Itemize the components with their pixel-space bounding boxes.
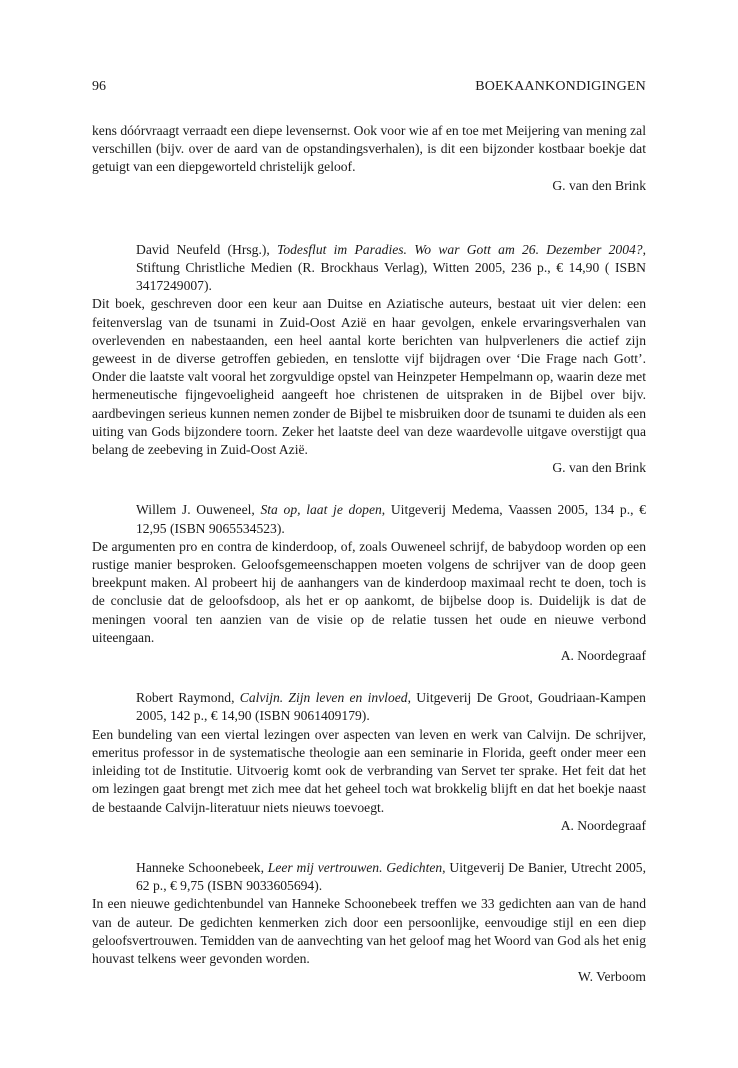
book-publication: , Stiftung Christliche Medien (R. Brockhaus Verlag), Witten 2005, 236 p., € 14,90 ( ISBN 3417249007). (136, 241, 646, 294)
review-ouweneel (92, 501, 646, 665)
review-schoonebeek (92, 859, 646, 986)
bibliographic-entry (92, 501, 646, 537)
page-body (92, 122, 646, 986)
review-text: kens dóórvraagt verraadt een diepe levensernst. Ook voor wie af en toe met Meijering van mening zal verschillen (bijv. over de aard van de opstandingsverhalen), is dit een bijzonder kostbaar boekje dat getuigt van een diepgeworteld christelijk geloof. (92, 123, 646, 175)
page-header (92, 78, 646, 98)
bibliographic-entry (92, 241, 646, 296)
review-text: Dit boek, geschreven door een keur aan Duitse en Aziatische auteurs, bestaat uit vier delen: een feitenverslag van de tsunami in Zuid-Oost Azië en haar gevolgen, enkele ervaringsverhalen van overlevenden en nabestaanden, een heel aantal korte berichten van hulpverleners die actief zijn geweest in de diverse getroffen gebieden, en tenslotte vijf bijdragen over ‘Die Frage nach Gott’. Onder die laatste valt vooral het zorgvuldige opstel van Heinzpeter Hempelmann op, waarin deze met hermeneutische fijngevoeligheid aangeeft hoe christenen de uitspraken in de Bijbel over bijv. aardbevingen serieus kunnen nemen zonder de Bijbel te misbruiken door de tsunami te duiden als een uiting van Gods bijzondere toorn. Zeker het laatste deel van deze waardevolle uitgave overstijgt qua belang de zeebeving in Zuid-Oost Azië. (92, 296, 646, 458)
running-head: BOEKAANKONDIGINGEN (475, 79, 646, 94)
book-publication: , Uitgeverij De Banier, Utrecht 2005, 62 p., € 9,75 (ISBN 9033605694). (136, 859, 646, 894)
book-title: Calvijn. Zijn leven en invloed (239, 690, 408, 706)
reviewer-signature: A. Noordegraaf (560, 817, 646, 833)
review-text: De argumenten pro en contra de kinderdoop, of, zoals Ouweneel schrijf, de babydoop worden op een rustige manier besproken. Geloofsgemeenschappen moeten volgens de schrijver van de doop geen breekpunt maken. Al probeert hij de aanhangers van de kinderdoop maximaal recht te doen, toch is de conclusie dat de geloofsdoop, als het er op aankomt, de bijbelse doop is. Duidelijk is dat de meningen vooral ten aanzien van de visie op de relatie tussen het oude en nieuwe verbond uiteengaan. (92, 538, 646, 645)
review-text: Een bundeling van een viertal lezingen over aspecten van leven en werk van Calvijn. De schrijver, emeritus professor in de systematische theologie aan een seminarie in Florida, geeft onder meer een inleiding tot de Institutie. Uitvoerig komt ook de verbranding van Servet ter sprake. Het feit dat het om lezingen gaat brengt met zich mee dat het geheel toch wat brokkelig blijft en dat het boekje naast de bestaande Calvijn-literatuur niets nieuws toevoegt. (92, 726, 646, 815)
book-author: David Neufeld (Hrsg.), (136, 241, 278, 257)
review-text: In een nieuwe gedichtenbundel van Hanneke Schoonebeek treffen we 33 gedichten aan van de hand van de auteur. De gedichten kenmerken zich door een persoonlijke, eenvoudige stijl en een diep geloofsvertrouwen. Temidden van de aanvechting van het geloof mag het Woord van God als het enig houvast telkens weer gevonden worden. (92, 896, 646, 966)
reviewer-signature: G. van den Brink (552, 460, 646, 476)
bibliographic-entry (92, 689, 646, 725)
book-title: Sta op, laat je dopen (260, 502, 382, 518)
review-neufeld (92, 241, 646, 478)
book-publication: , Uitgeverij Medema, Vaassen 2005, 134 p., € 12,95 (ISBN 9065534523). (136, 502, 646, 536)
review-raymond (92, 689, 646, 835)
book-author: Willem J. Ouweneel, (136, 502, 261, 518)
page-number: 96 (92, 79, 106, 94)
continued-review (92, 122, 646, 195)
book-title: Leer mij vertrouwen. Gedichten (267, 859, 443, 875)
reviewer-signature: A. Noordegraaf (560, 648, 646, 664)
book-publication: , Uitgeverij De Groot, Goudriaan-Kampen 2005, 142 p., € 14,90 (ISBN 9061409179). (136, 690, 646, 724)
reviewer-signature: G. van den Brink (552, 177, 646, 193)
book-author: Robert Raymond, (136, 690, 240, 706)
bibliographic-entry (92, 859, 646, 895)
reviewer-signature: W. Verboom (578, 969, 646, 985)
book-title: Todesflut im Paradies. Wo war Gott am 26. Dezember 2004? (277, 241, 643, 257)
book-author: Hanneke Schoonebeek, (136, 859, 268, 875)
